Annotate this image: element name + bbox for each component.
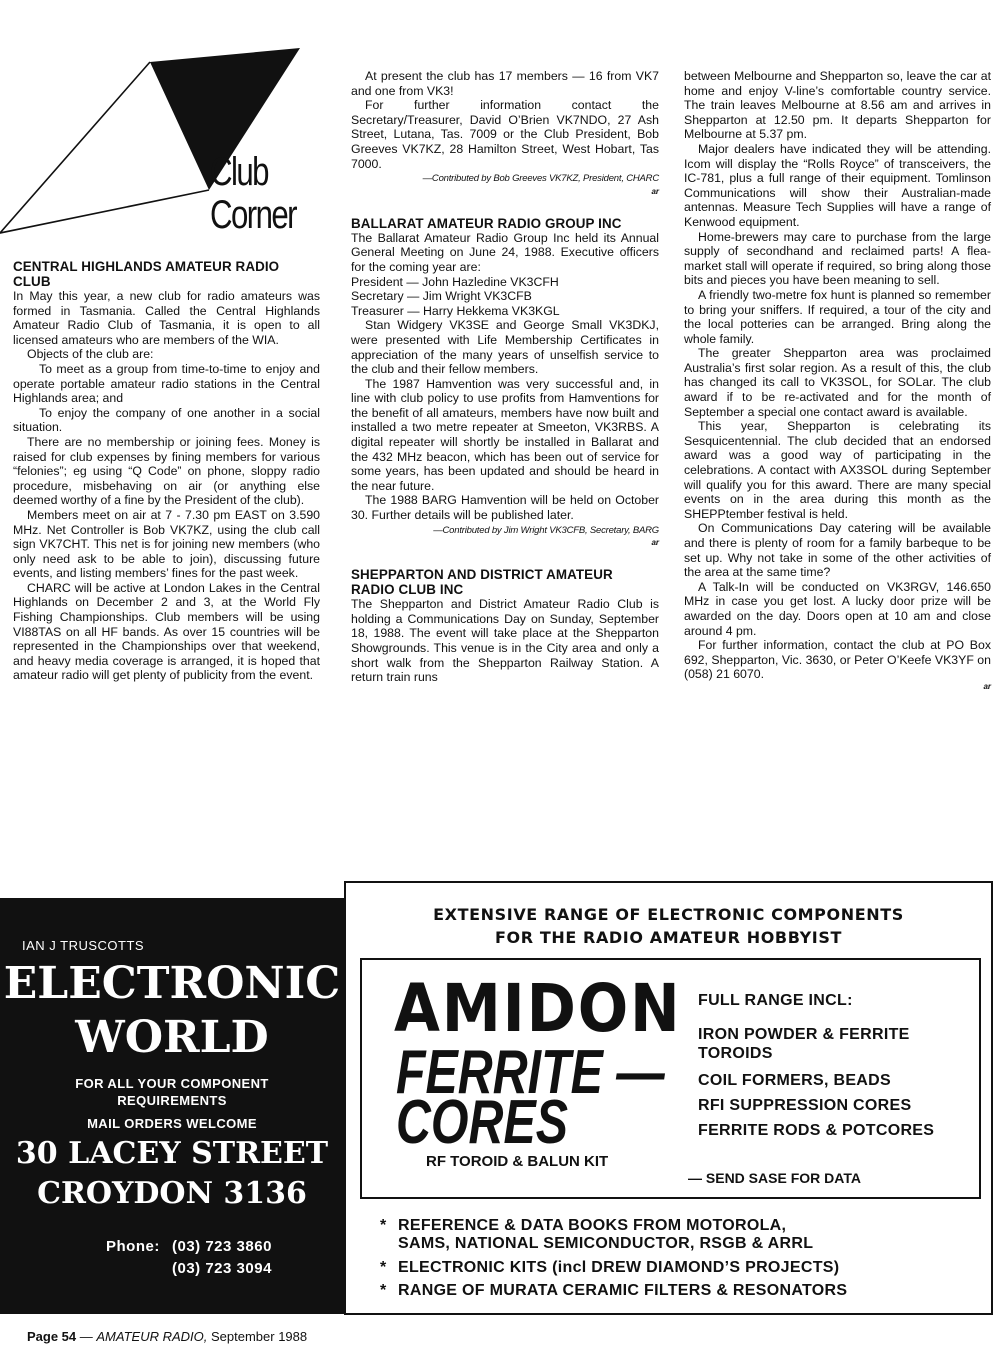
ad-name-world: WORLD	[75, 1012, 269, 1063]
ad-tagline-3: MAIL ORDERS WELCOME	[87, 1116, 257, 1131]
paragraph: At present the club has 17 members — 16 from VK7 and one from VK3!	[351, 69, 659, 98]
officer-treasurer: Treasurer — Harry Hekkema VK3KGL	[351, 303, 560, 318]
brand-amidon: AMIDON	[394, 970, 682, 1047]
section-title-club: Club	[210, 150, 268, 194]
paragraph: A Talk-In will be conducted on VK3RGV, 146.650 MHz in case you get lost. A lucky door prize will be awarded on the day. Doors open at 10 am and close around 4 pm.	[684, 579, 991, 638]
paragraph: Members meet on air at 7 - 7.30 pm EAST on 3.590 MHz. Net Controller is Bob VK7KZ, using the club call sign VK7CHT. This net is for joining new members (who only need ask to be able to join), discussing future events, and listing members’ fines for the past week.	[13, 507, 320, 581]
paragraph: Major dealers have indicated they will be attending. Icom will display the “Rolls Royce” of transceivers, the IC-781, plus a full range of their equipment. Tomlinson Communications will show their Australian-made antennas. Measure Tech Supplies will have a range of Kenwood equipment.	[684, 141, 991, 229]
end-mark: ar	[651, 186, 659, 196]
section-title-corner: Corner	[210, 193, 297, 237]
end-mark: ar	[651, 538, 659, 548]
paragraph: CHARC will be active at London Lakes in the Central Highlands on December 2 and 3, at the World Fly Fishing Championships. Club members will be using VI88TAS on all HF bands. As over 15 countries will be represented in the Championships over that weekend, and heavy media coverage is arranged, it is hoped that amateur radio will get plenty of publicity from the event.	[13, 580, 320, 683]
paragraph: The 1987 Hamvention was very successful and, in line with club policy to use profits from Hamventions for the benefit of all amateurs, members have now built and installed a two metre repeater at Smeeton, VK3RBS. A digital repeater will shortly be installed in Ballarat and the 432 MHz beacon, which has been out of service for some years, has been updated and should be heard in the near future.	[351, 376, 659, 493]
paragraph: The greater Shepparton area was proclaimed Australia’s first solar region. As a result of this, the club has changed its call to VK3SOL, for SOLar. The club award if to be re-activated and for the month of September a special one contact award is available.	[684, 346, 991, 419]
brand-ferrite: FERRITE —	[396, 1038, 665, 1107]
paragraph: To meet as a group from time-to-time to enjoy and operate portable amateur radio stations in the Central Highlands area; and	[13, 361, 320, 406]
column-1	[13, 259, 320, 683]
heading-central-highlands: CENTRAL HIGHLANDS AMATEUR RADIO CLUB	[13, 259, 280, 289]
amidon-product-box	[360, 958, 981, 1199]
ad-phone-2: (03) 723 3094	[172, 1260, 272, 1277]
send-sase: — SEND SASE FOR DATA	[688, 1170, 861, 1186]
bullet-continuation: SAMS, NATIONAL SEMICONDUCTOR, RSGB & ARRL	[398, 1235, 814, 1252]
paragraph: On Communications Day catering will be available and there is plenty of room for a family barbeque to be set up. Why not take in some of the other activities of the area at the same time?	[684, 521, 991, 580]
paragraph: Home-brewers may care to purchase from the large supply of secondhand and reclaimed parts! A flea-market stall will operate if required, so bring along those bits and pieces you have been meaning to sell.	[684, 229, 991, 288]
ad-headline-2: FOR THE RADIO AMATEUR HOBBYIST	[495, 928, 842, 947]
ad-headline-1: EXTENSIVE RANGE OF ELECTRONIC COMPONENTS	[433, 905, 904, 924]
heading-ballarat: BALLARAT AMATEUR RADIO GROUP INC	[351, 215, 622, 231]
bullet-item: * REFERENCE & DATA BOOKS FROM MOTOROLA,	[380, 1217, 787, 1234]
ad-tagline-2: REQUIREMENTS	[117, 1093, 227, 1108]
paragraph: The 1988 BARG Hamvention will be held on October 30. Further details will be published later.	[351, 493, 659, 523]
officer-secretary: Secretary — Jim Wright VK3CFB	[351, 289, 532, 304]
officer-president: President — John Hazledine VK3CFH	[351, 274, 559, 289]
issue-date: September 1988	[207, 1329, 308, 1344]
rf-toroid-kit: RF TOROID & BALUN KIT	[426, 1153, 609, 1170]
ad-phone-label: Phone:	[106, 1238, 160, 1255]
ad-name-electronic: ELECTRONIC	[3, 958, 341, 1009]
ad-amidon	[344, 881, 993, 1315]
paragraph: A friendly two-metre fox hunt is planned so remember to bring your sniffers. If required, a tour of the city and the local potteries can be arranged. Bring along the whole family.	[684, 287, 991, 346]
brand-cores: CORES	[396, 1088, 568, 1157]
paragraph: For further information, contact the club at PO Box 692, Shepparton, Vic. 3630, or Peter O’Keefe VK3YF on (058) 21 6070.	[684, 638, 991, 682]
paragraph: The Ballarat Amateur Radio Group Inc held its Annual General Meeting on June 24, 1988. Executive officers for the coming year are:	[351, 230, 659, 274]
bullet-star: *	[380, 1259, 387, 1276]
ad-tagline-1: FOR ALL YOUR COMPONENT	[75, 1076, 269, 1091]
page-footer: Page 54 — AMATEUR RADIO, September 1988	[27, 1329, 308, 1344]
bullet-item: * RANGE OF MURATA CERAMIC FILTERS & RESONATORS	[380, 1282, 848, 1299]
ad-phone-1: (03) 723 3860	[172, 1238, 272, 1255]
ad-byline: IAN J TRUSCOTTS	[22, 938, 145, 953]
paragraph: To enjoy the company of one another in a social situation.	[13, 405, 320, 435]
page-number: Page 54	[27, 1329, 77, 1344]
bullet-item: * ELECTRONIC KITS (incl DREW DIAMOND’S PROJECTS)	[380, 1259, 840, 1276]
full-range-heading: FULL RANGE INCL:	[698, 992, 853, 1009]
heading-shepparton: SHEPPARTON AND DISTRICT AMATEUR RADIO CLUB INC	[351, 567, 613, 598]
column-2	[351, 69, 659, 685]
range-item: FERRITE RODS & POTCORES	[698, 1122, 935, 1139]
credit-line: —Contributed by Jim Wright VK3CFB, Secretary, BARG	[433, 524, 659, 536]
paragraph: There are no membership or joining fees. Money is raised for club expenses by fining members for various “felonies”; eg using “Q Code” on phone, sloppy radio procedure, misbehaving on air (or anything else deemed worthy of a fine by the President of the club).	[13, 434, 320, 508]
paragraph: Stan Widgery VK3SE and George Small VK3DKJ, were presented with Life Membership Certificates in appreciation of the many years of unselfish service to the club and their fellow members.	[351, 318, 659, 377]
paragraph: The Shepparton and District Amateur Radio Club is holding a Communications Day on Sunday, September 18, 1988. The event will take place at the Shepparton Showgrounds. This venue is in the City area and only a short walk from the Shepparton Railway Station. A return train runs	[351, 597, 659, 685]
bullet-star: *	[380, 1217, 387, 1234]
ad-address-street: 30 LACEY STREET	[15, 1136, 329, 1171]
end-mark: ar	[983, 681, 991, 691]
range-item: IRON POWDER & FERRITE	[698, 1026, 910, 1043]
range-item: RFI SUPPRESSION CORES	[698, 1097, 912, 1114]
paragraph: Objects of the club are:	[27, 347, 154, 362]
paragraph: This year, Shepparton is celebrating its Sesquicentennial. The club decided that an endorsed award was a good way of participating in the celebrations. A contact with AX3SOL during September will qualify you for this award. There are many special events on in the area during this month as the SHEPPtember festival is held.	[684, 419, 991, 521]
paragraph: In May this year, a new club for radio amateurs was formed in Tasmania. Called the Central Highlands Amateur Radio Club of Tasmania, it is open to all licensed amateurs who are members of the WIA.	[13, 289, 320, 347]
magazine-name: AMATEUR RADIO,	[96, 1329, 208, 1344]
range-item: COIL FORMERS, BEADS	[698, 1072, 891, 1089]
ad-address-suburb: CROYDON 3136	[37, 1176, 307, 1211]
paragraph: For further information contact the Secretary/Treasurer, David O’Brien VK7NDO, 27 Ash Street, Lutana, Tas. 7009 or the Club President, Bob Greeves VK7KZ, 28 Hamilton Street, West Hobart, Tas 7000.	[351, 98, 659, 171]
range-item: TOROIDS	[698, 1045, 773, 1062]
credit-line: —Contributed by Bob Greeves VK7KZ, President, CHARC	[422, 173, 659, 185]
ad-electronic-world	[0, 898, 344, 1314]
bullet-star: *	[380, 1282, 387, 1299]
paragraph: between Melbourne and Shepparton so, leave the car at home and enjoy V-line’s comfortable country service. The train leaves Melbourne at 8.56 am and arrives in Shepparton at 12.50 pm. It departs Shepparton for Melbourne at 5.37 pm.	[684, 69, 991, 142]
column-3	[684, 69, 991, 691]
